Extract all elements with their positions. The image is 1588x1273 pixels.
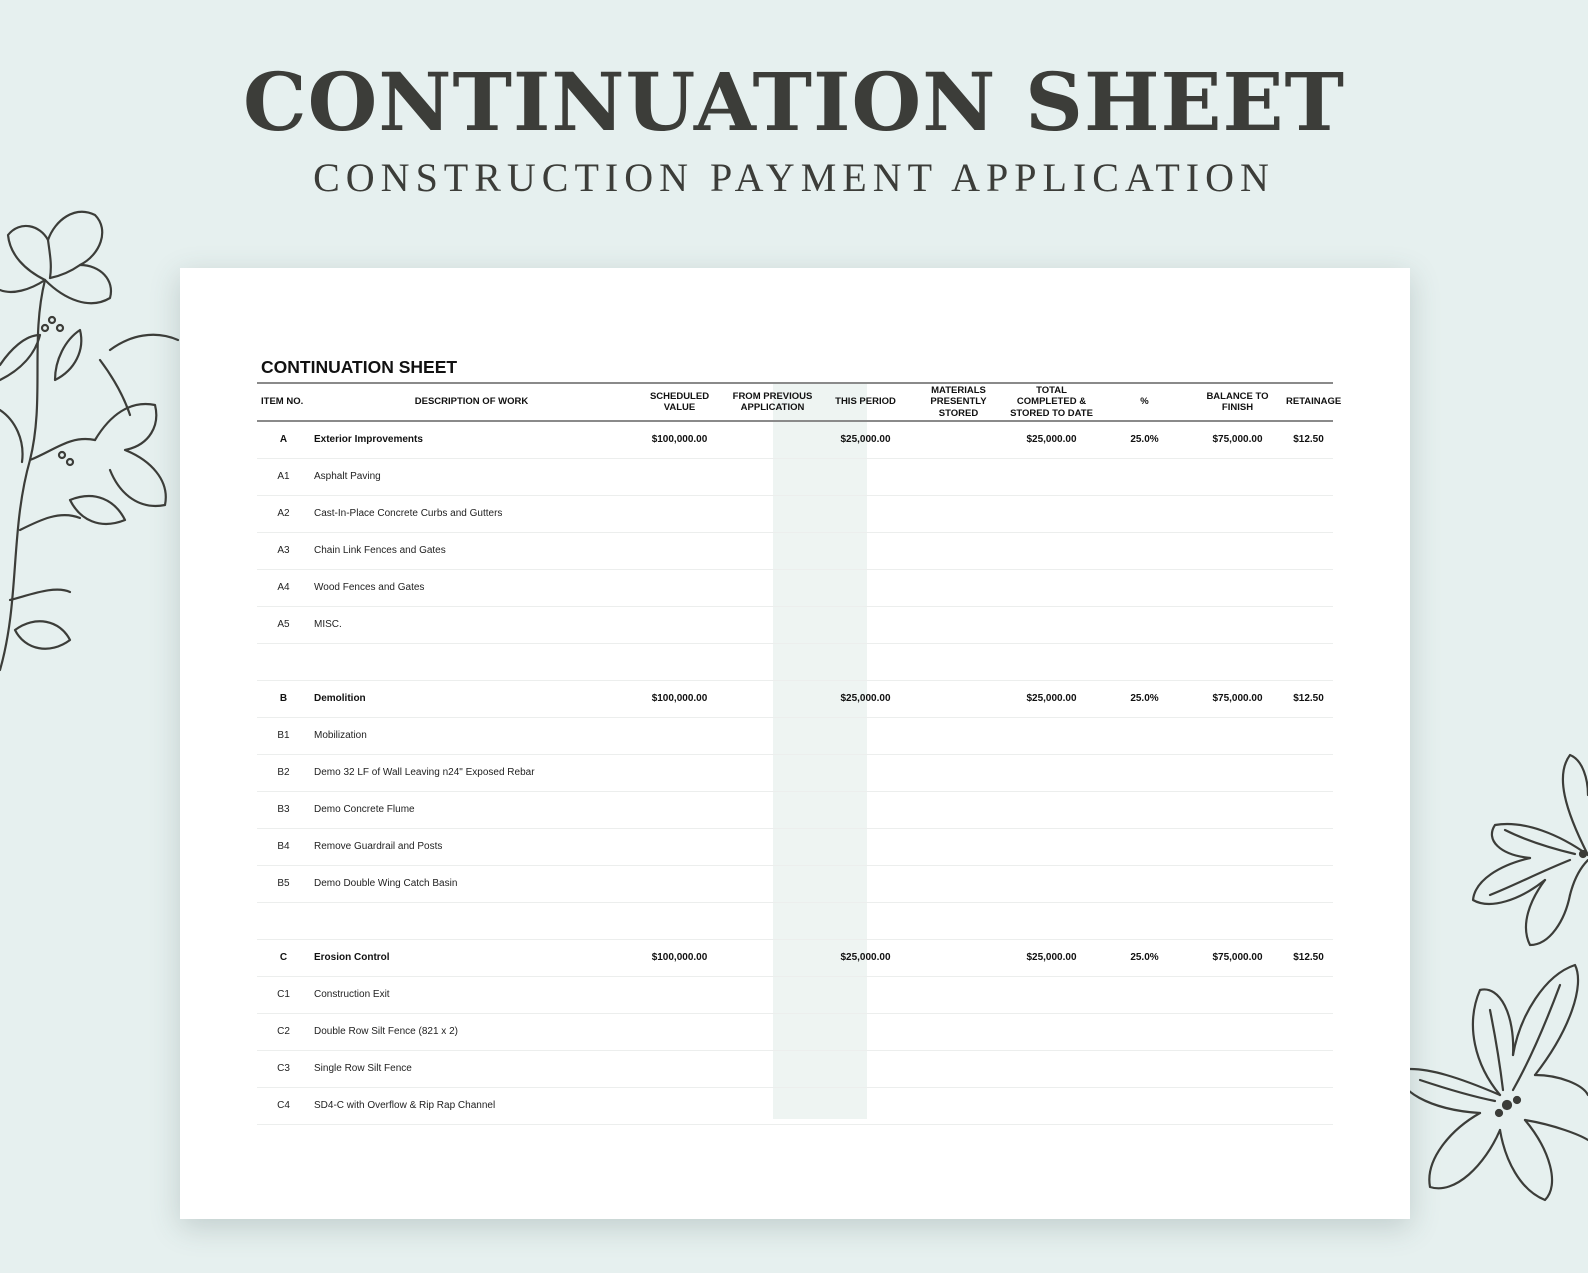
cell-percent: [1098, 1050, 1191, 1087]
floral-sketch-left-icon: [0, 200, 180, 690]
cell-balance: [1191, 458, 1284, 495]
cell-description: [310, 902, 633, 939]
cell-description: Chain Link Fences and Gates: [310, 532, 633, 569]
cell-percent: [1098, 754, 1191, 791]
cell-retainage: [1284, 1013, 1333, 1050]
cell-percent: [1098, 1087, 1191, 1124]
cell-scheduled-value: $100,000.00: [633, 939, 726, 976]
table-row: [257, 495, 1333, 532]
column-header-this-period: THIS PERIOD: [819, 383, 912, 421]
cell-scheduled-value: [633, 976, 726, 1013]
table-row: [257, 902, 1333, 939]
cell-total-completed: $25,000.00: [1005, 421, 1098, 458]
cell-this-period: [819, 532, 912, 569]
table-row: [257, 643, 1333, 680]
cell-this-period: [819, 458, 912, 495]
cell-materials-stored: [912, 495, 1005, 532]
cell-balance: [1191, 1013, 1284, 1050]
cell-retainage: [1284, 754, 1333, 791]
cell-percent: [1098, 791, 1191, 828]
cell-balance: [1191, 569, 1284, 606]
cell-this-period: [819, 754, 912, 791]
cell-balance: [1191, 606, 1284, 643]
cell-scheduled-value: $100,000.00: [633, 421, 726, 458]
cell-balance: [1191, 865, 1284, 902]
cell-scheduled-value: [633, 1013, 726, 1050]
cell-description: [310, 643, 633, 680]
column-header-item-no: ITEM NO.: [257, 383, 310, 421]
cell-item-no: B5: [257, 865, 310, 902]
table-header-row: [257, 383, 1333, 421]
cell-materials-stored: [912, 1013, 1005, 1050]
cell-this-period: $25,000.00: [819, 939, 912, 976]
cell-from-previous: [726, 421, 819, 458]
table-row: [257, 717, 1333, 754]
cell-description: Asphalt Paving: [310, 458, 633, 495]
table-section-row: [257, 421, 1333, 458]
cell-materials-stored: [912, 643, 1005, 680]
cell-balance: [1191, 643, 1284, 680]
cell-scheduled-value: [633, 1050, 726, 1087]
cell-retainage: [1284, 828, 1333, 865]
cell-from-previous: [726, 828, 819, 865]
cell-description: Demo Double Wing Catch Basin: [310, 865, 633, 902]
table-row: [257, 458, 1333, 495]
cell-scheduled-value: [633, 865, 726, 902]
cell-this-period: [819, 902, 912, 939]
cell-retainage: [1284, 902, 1333, 939]
cell-retainage: [1284, 1087, 1333, 1124]
cell-materials-stored: [912, 458, 1005, 495]
cell-this-period: [819, 1050, 912, 1087]
cell-description: Single Row Silt Fence: [310, 1050, 633, 1087]
cell-description: SD4-C with Overflow & Rip Rap Channel: [310, 1087, 633, 1124]
cell-scheduled-value: $100,000.00: [633, 680, 726, 717]
cell-materials-stored: [912, 828, 1005, 865]
cell-description: Cast-In-Place Concrete Curbs and Gutters: [310, 495, 633, 532]
column-header-balance: BALANCE TO FINISH: [1191, 383, 1284, 421]
cell-this-period: [819, 717, 912, 754]
cell-item-no: B: [257, 680, 310, 717]
column-header-retainage: RETAINAGE: [1284, 383, 1333, 421]
cell-percent: 25.0%: [1098, 680, 1191, 717]
banner-subtitle: CONSTRUCTION PAYMENT APPLICATION: [313, 155, 1275, 200]
cell-retainage: [1284, 643, 1333, 680]
cell-scheduled-value: [633, 717, 726, 754]
cell-retainage: [1284, 1050, 1333, 1087]
cell-description: Mobilization: [310, 717, 633, 754]
continuation-sheet-page: [180, 268, 1410, 1219]
cell-retainage: [1284, 532, 1333, 569]
cell-description: Demo Concrete Flume: [310, 791, 633, 828]
cell-balance: [1191, 902, 1284, 939]
cell-materials-stored: [912, 791, 1005, 828]
cell-description: Double Row Silt Fence (821 x 2): [310, 1013, 633, 1050]
table-row: [257, 1087, 1333, 1124]
cell-balance: [1191, 1050, 1284, 1087]
cell-item-no: A1: [257, 458, 310, 495]
cell-description: Wood Fences and Gates: [310, 569, 633, 606]
cell-from-previous: [726, 939, 819, 976]
table-row: [257, 828, 1333, 865]
column-header-scheduled-value: SCHEDULED VALUE: [633, 383, 726, 421]
cell-from-previous: [726, 754, 819, 791]
cell-percent: [1098, 976, 1191, 1013]
column-header-total-completed: TOTAL COMPLETED & STORED TO DATE: [1005, 383, 1098, 421]
cell-description: Exterior Improvements: [310, 421, 633, 458]
cell-from-previous: [726, 680, 819, 717]
cell-materials-stored: [912, 902, 1005, 939]
cell-percent: 25.0%: [1098, 421, 1191, 458]
cell-retainage: $12.50: [1284, 421, 1333, 458]
cell-from-previous: [726, 1087, 819, 1124]
cell-total-completed: [1005, 976, 1098, 1013]
cell-balance: [1191, 754, 1284, 791]
cell-materials-stored: [912, 1087, 1005, 1124]
cell-materials-stored: [912, 569, 1005, 606]
cell-description: Demolition: [310, 680, 633, 717]
cell-from-previous: [726, 532, 819, 569]
cell-total-completed: [1005, 643, 1098, 680]
cell-balance: $75,000.00: [1191, 939, 1284, 976]
cell-balance: [1191, 495, 1284, 532]
cell-this-period: [819, 1013, 912, 1050]
cell-this-period: [819, 606, 912, 643]
cell-this-period: $25,000.00: [819, 421, 912, 458]
cell-total-completed: [1005, 1087, 1098, 1124]
cell-total-completed: [1005, 458, 1098, 495]
cell-from-previous: [726, 717, 819, 754]
cell-from-previous: [726, 1013, 819, 1050]
cell-materials-stored: [912, 1050, 1005, 1087]
table-row: [257, 606, 1333, 643]
cell-this-period: [819, 865, 912, 902]
table-row: [257, 532, 1333, 569]
cell-from-previous: [726, 1050, 819, 1087]
cell-percent: [1098, 1013, 1191, 1050]
cell-percent: [1098, 569, 1191, 606]
cell-description: Construction Exit: [310, 976, 633, 1013]
cell-scheduled-value: [633, 458, 726, 495]
cell-retainage: [1284, 458, 1333, 495]
cell-balance: [1191, 828, 1284, 865]
cell-total-completed: $25,000.00: [1005, 680, 1098, 717]
cell-materials-stored: [912, 680, 1005, 717]
cell-scheduled-value: [633, 532, 726, 569]
floral-sketch-right-top-icon: [1465, 750, 1588, 950]
cell-item-no: B1: [257, 717, 310, 754]
cell-total-completed: [1005, 1050, 1098, 1087]
cell-item-no: C2: [257, 1013, 310, 1050]
cell-retainage: [1284, 495, 1333, 532]
banner-title: CONTINUATION SHEET: [242, 55, 1346, 149]
cell-retainage: [1284, 791, 1333, 828]
cell-retainage: [1284, 976, 1333, 1013]
cell-item-no: [257, 643, 310, 680]
cell-from-previous: [726, 569, 819, 606]
cell-total-completed: [1005, 495, 1098, 532]
cell-scheduled-value: [633, 495, 726, 532]
cell-item-no: C3: [257, 1050, 310, 1087]
cell-retainage: [1284, 717, 1333, 754]
cell-item-no: [257, 902, 310, 939]
cell-percent: [1098, 532, 1191, 569]
cell-percent: [1098, 902, 1191, 939]
cell-balance: [1191, 532, 1284, 569]
cell-total-completed: [1005, 828, 1098, 865]
cell-total-completed: [1005, 717, 1098, 754]
cell-item-no: A3: [257, 532, 310, 569]
cell-from-previous: [726, 902, 819, 939]
sheet-heading: CONTINUATION SHEET: [261, 357, 458, 377]
cell-total-completed: [1005, 569, 1098, 606]
column-header-from-previous: FROM PREVIOUS APPLICATION: [726, 383, 819, 421]
table-row: [257, 865, 1333, 902]
table-row: [257, 976, 1333, 1013]
cell-item-no: A: [257, 421, 310, 458]
cell-this-period: [819, 1087, 912, 1124]
cell-total-completed: [1005, 791, 1098, 828]
cell-total-completed: [1005, 1013, 1098, 1050]
cell-description: Remove Guardrail and Posts: [310, 828, 633, 865]
cell-description: Erosion Control: [310, 939, 633, 976]
cell-this-period: $25,000.00: [819, 680, 912, 717]
cell-description: Demo 32 LF of Wall Leaving n24" Exposed Rebar: [310, 754, 633, 791]
table-row: [257, 569, 1333, 606]
column-header-percent: %: [1098, 383, 1191, 421]
cell-percent: [1098, 717, 1191, 754]
table-section-row: [257, 680, 1333, 717]
cell-balance: [1191, 717, 1284, 754]
cell-from-previous: [726, 458, 819, 495]
cell-materials-stored: [912, 976, 1005, 1013]
cell-item-no: B2: [257, 754, 310, 791]
cell-balance: $75,000.00: [1191, 421, 1284, 458]
cell-materials-stored: [912, 754, 1005, 791]
cell-percent: [1098, 865, 1191, 902]
cell-total-completed: [1005, 902, 1098, 939]
cell-this-period: [819, 791, 912, 828]
cell-materials-stored: [912, 939, 1005, 976]
cell-item-no: C4: [257, 1087, 310, 1124]
cell-balance: [1191, 1087, 1284, 1124]
cell-retainage: [1284, 865, 1333, 902]
cell-scheduled-value: [633, 1087, 726, 1124]
cell-materials-stored: [912, 865, 1005, 902]
cell-item-no: A5: [257, 606, 310, 643]
cell-description: MISC.: [310, 606, 633, 643]
column-header-materials-stored: MATERIALS PRESENTLY STORED: [912, 383, 1005, 421]
cell-scheduled-value: [633, 643, 726, 680]
cell-retainage: $12.50: [1284, 939, 1333, 976]
cell-from-previous: [726, 643, 819, 680]
cell-item-no: B4: [257, 828, 310, 865]
cell-from-previous: [726, 606, 819, 643]
cell-scheduled-value: [633, 754, 726, 791]
cell-this-period: [819, 828, 912, 865]
table-row: [257, 791, 1333, 828]
table-row: [257, 1013, 1333, 1050]
cell-total-completed: [1005, 606, 1098, 643]
cell-this-period: [819, 643, 912, 680]
cell-this-period: [819, 976, 912, 1013]
cell-balance: [1191, 791, 1284, 828]
cell-percent: [1098, 828, 1191, 865]
table-row: [257, 754, 1333, 791]
table-row: [257, 1050, 1333, 1087]
cell-item-no: C1: [257, 976, 310, 1013]
cell-from-previous: [726, 791, 819, 828]
cell-retainage: $12.50: [1284, 680, 1333, 717]
table-section-row: [257, 939, 1333, 976]
cell-percent: [1098, 495, 1191, 532]
cell-scheduled-value: [633, 902, 726, 939]
cell-item-no: B3: [257, 791, 310, 828]
cell-retainage: [1284, 569, 1333, 606]
cell-item-no: A2: [257, 495, 310, 532]
cell-total-completed: [1005, 865, 1098, 902]
cell-total-completed: $25,000.00: [1005, 939, 1098, 976]
cell-percent: 25.0%: [1098, 939, 1191, 976]
floral-sketch-right-bottom-icon: [1395, 955, 1588, 1205]
cell-item-no: C: [257, 939, 310, 976]
continuation-table: [257, 382, 1342, 1125]
cell-materials-stored: [912, 532, 1005, 569]
cell-scheduled-value: [633, 828, 726, 865]
cell-from-previous: [726, 976, 819, 1013]
cell-balance: [1191, 976, 1284, 1013]
cell-retainage: [1284, 606, 1333, 643]
cell-materials-stored: [912, 421, 1005, 458]
cell-item-no: A4: [257, 569, 310, 606]
cell-percent: [1098, 458, 1191, 495]
cell-this-period: [819, 569, 912, 606]
cell-total-completed: [1005, 754, 1098, 791]
cell-percent: [1098, 643, 1191, 680]
cell-from-previous: [726, 495, 819, 532]
cell-scheduled-value: [633, 606, 726, 643]
cell-from-previous: [726, 865, 819, 902]
cell-materials-stored: [912, 606, 1005, 643]
cell-total-completed: [1005, 532, 1098, 569]
column-header-description: DESCRIPTION OF WORK: [310, 383, 633, 421]
cell-materials-stored: [912, 717, 1005, 754]
cell-scheduled-value: [633, 569, 726, 606]
cell-balance: $75,000.00: [1191, 680, 1284, 717]
cell-scheduled-value: [633, 791, 726, 828]
cell-percent: [1098, 606, 1191, 643]
cell-this-period: [819, 495, 912, 532]
